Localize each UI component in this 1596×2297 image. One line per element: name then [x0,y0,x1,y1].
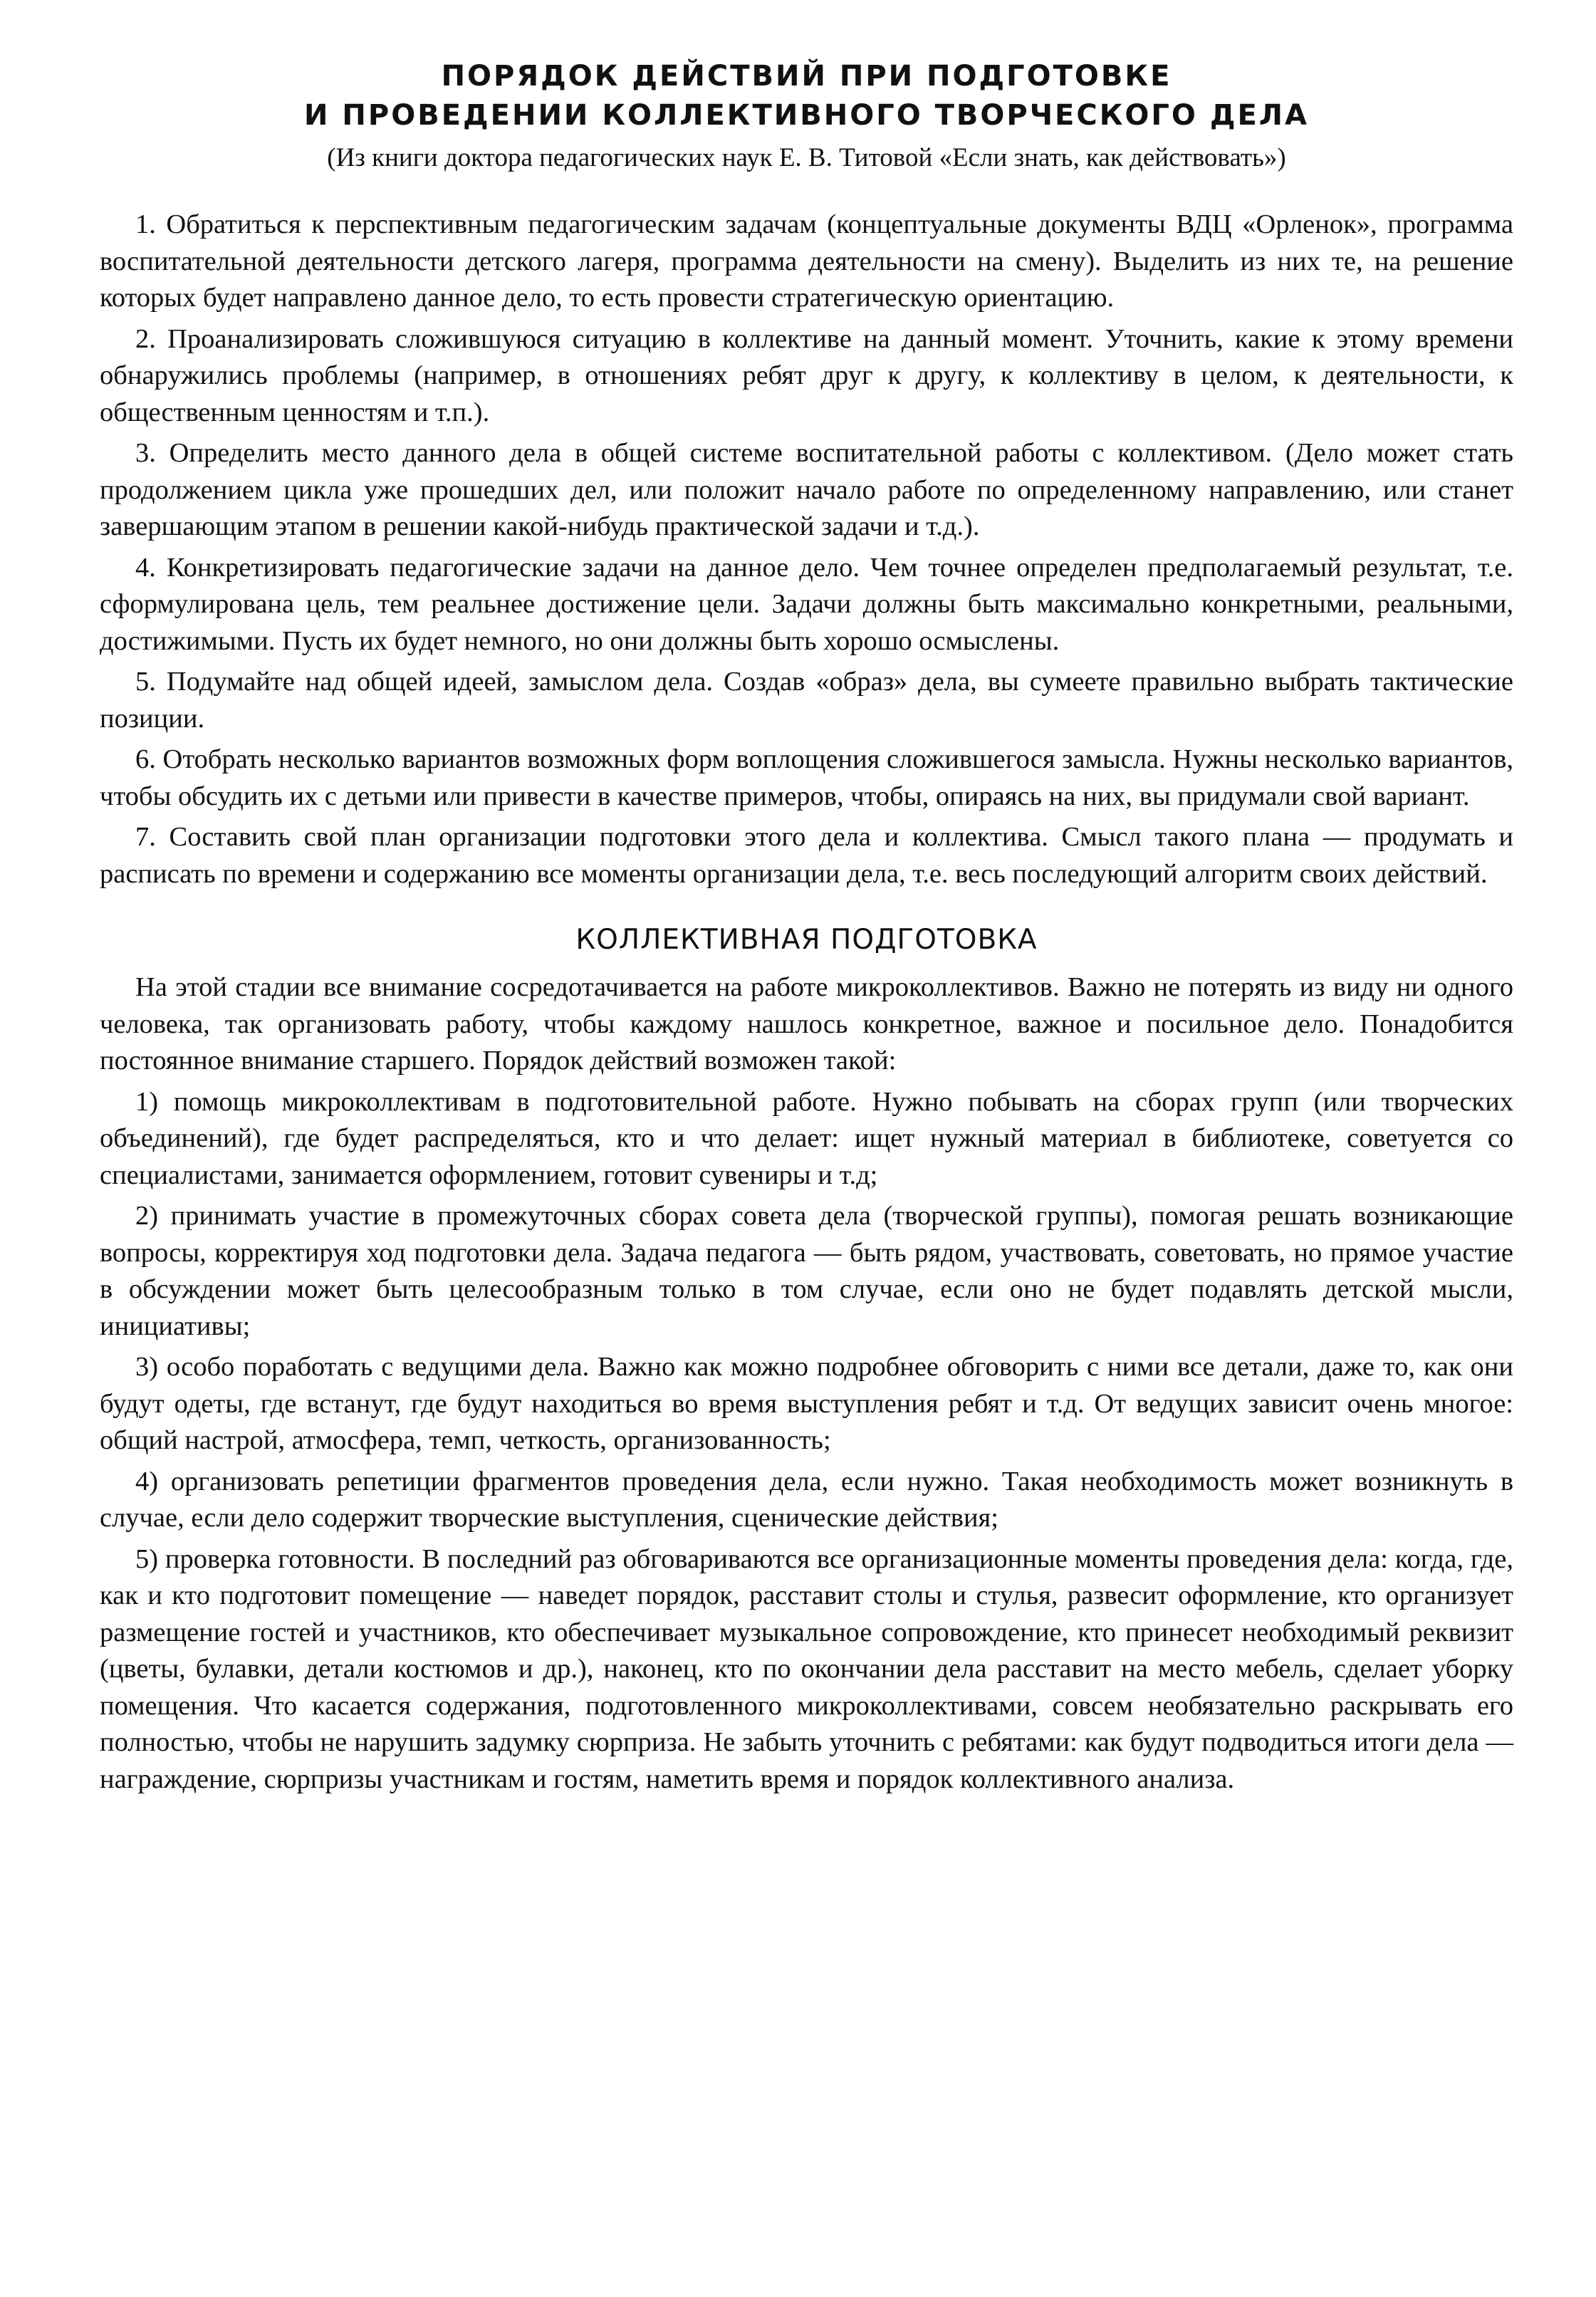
document-page [100,43,1513,1802]
step-paragraph: 6. Отобрать несколько вариантов возможных форм воплощения сложившегося замысла. Нужны несколько вариантов, чтобы обсудить их с детьми или привести в качестве примеров, чтобы, опираясь на них, вы придумали свой вариант. [100,744,1513,811]
document-title [100,57,1513,135]
document-subtitle: (Из книги доктора педагогических наук Е. В. Титовой «Если знать, как действовать») [327,143,1286,172]
section-body [100,969,1513,1798]
section-item: 1) помощь микроколлективам в подготовительной работе. Нужно побывать на сборах групп (или творческих объединений), где будет распределяться, кто и что делает: ищет нужный материал в библиотеке, советуется со специалистами, занимается оформлением, готовит сувениры и т.д; [100,1086,1513,1190]
section-item: 4) организовать репетиции фрагментов проведения дела, если нужно. Такая необходимость может возникнуть в случае, если дело содержит творческие выступления, сценические действия; [100,1466,1513,1533]
steps-list [100,207,1513,892]
section-item: 2) принимать участие в промежуточных сборах совета дела (творческой группы), помогая решать возникающие вопросы, корректируя ход подготовки дела. Задача педагога — быть рядом, участвовать, советовать, но прямое участие в обсуждении может быть целесообразным только в том случае, если оно не будет подавлять детской мысли, инициативы; [100,1201,1513,1341]
step-paragraph: 7. Составить свой план организации подготовки этого дела и коллектива. Смысл такого плана — продумать и расписать по времени и содержанию все моменты организации дела, т.е. весь последующий алгоритм своих действий. [100,822,1513,889]
step-paragraph: 2. Проанализировать сложившуюся ситуацию в коллективе на данный момент. Уточнить, какие к этому времени обнаружились проблемы (например, в отношениях ребят друг к другу, к коллективу в целом, к деятельности, к общественным ценностям и т.п.). [100,323,1513,427]
step-paragraph: 5. Подумайте над общей идеей, замыслом дела. Создав «образ» дела, вы сумеете правильно выбрать тактические позиции. [100,667,1513,734]
section-item: 5) проверка готовности. В последний раз обговариваются все организационные моменты проведения дела: когда, где, как и кто подготовит помещение — наведет порядок, расставит столы и стулья, развесит оформление, кто организует размещение гостей и участников, кто обеспечивает музыкальное сопровождение, кто принесет необходимый реквизит (цветы, булавки, детали костюмов и др.), наконец, кто по окончании дела расставит на место мебель, сделает уборку помещения. Что касается содержания, подготовленного микроколлективами, совсем необязательно раскрывать его полностью, чтобы не нарушить задумку сюрприза. Не забыть уточнить с ребятами: как будут подводиться итоги дела — награждение, сюрпризы участникам и гостям, наметить время и порядок коллективного анализа. [100,1543,1513,1794]
step-paragraph: 4. Конкретизировать педагогические задачи на данное дело. Чем точнее определен предполагаемый результат, т.е. сформулирована цель, тем реальнее достижение цели. Задачи должны быть максимально конкретными, реальными, достижимыми. Пусть их будет немного, но они должны быть хорошо осмыслены. [100,552,1513,656]
step-paragraph: 3. Определить место данного дела в общей системе воспитательной работы с коллективом. (Дело может стать продолжением цикла уже прошедших дел, или положит начало работе по определенному направлению, или станет завершающим этапом в решении какой-нибудь практической задачи и т.д.). [100,438,1513,541]
title-line-1: ПОРЯДОК ДЕЙСТВИЙ ПРИ ПОДГОТОВКЕ [441,60,1172,93]
section-intro: На этой стадии все внимание сосредотачивается на работе микроколлективов. Важно не потерять из виду ни одного человека, так организовать работу, чтобы каждому нашлось конкретное, важное и посильное дело. Понадобится постоянное внимание старшего. Порядок действий возможен такой: [100,972,1513,1075]
step-paragraph: 1. Обратиться к перспективным педагогическим задачам (концептуальные документы ВДЦ «Орленок», программа воспитательной деятельности детского лагеря, программа деятельности на смену). Выделить из них те, на решение которых будет направлено данное дело, то есть провести стратегическую ориентацию. [100,209,1513,313]
section-title: КОЛЛЕКТИВНАЯ ПОДГОТОВКА [575,924,1038,956]
title-line-2: И ПРОВЕДЕНИИ КОЛЛЕКТИВНОГО ТВОРЧЕСКОГО ДЕЛА [304,99,1309,132]
section-item: 3) особо поработать с ведущими дела. Важно как можно подробнее обговорить с ними все детали, даже то, как они будут одеты, где встанут, где будут находиться во время выступления ребят и т.д. От ведущих зависит очень многое: общий настрой, атмосфера, темп, четкость, организованность; [100,1352,1513,1455]
